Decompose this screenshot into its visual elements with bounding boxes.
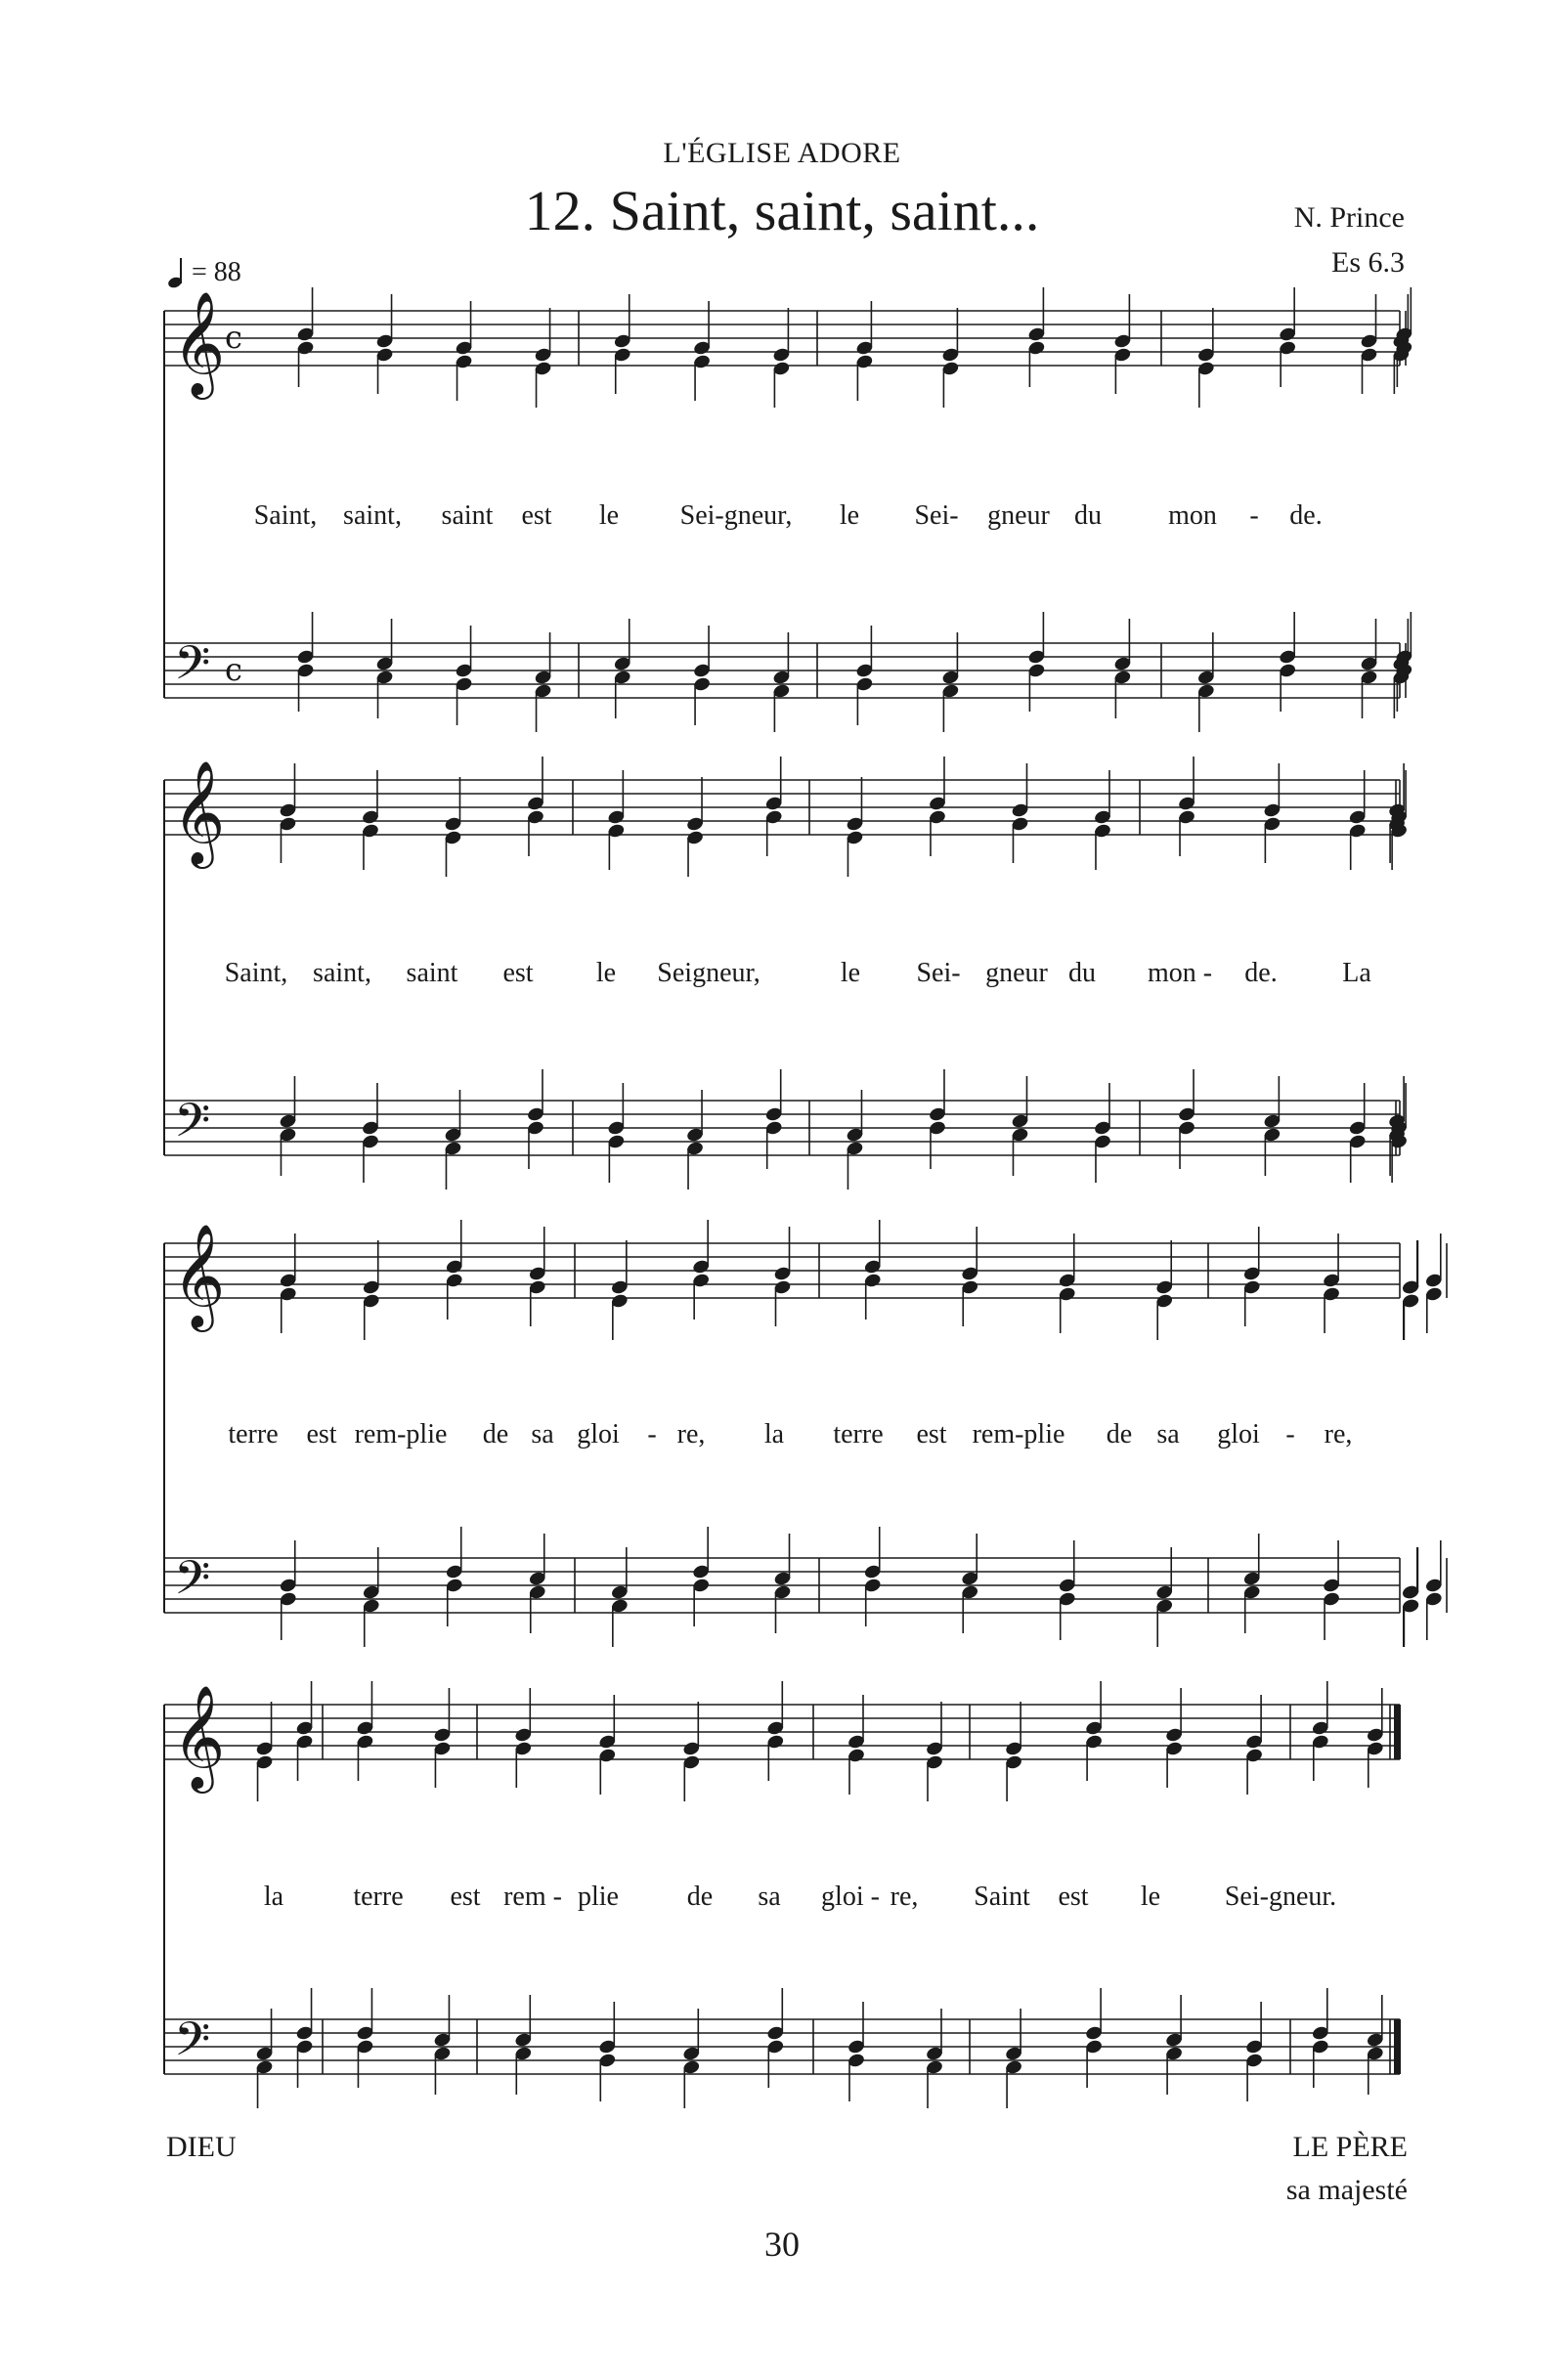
- lyric-syllable: de: [1106, 1419, 1133, 1450]
- lyric-syllable: la: [263, 1882, 284, 1912]
- lyric-syllable: terre: [353, 1882, 404, 1912]
- lyric-syllable: Saint,: [224, 958, 288, 988]
- lyric-syllable: de.: [1289, 500, 1323, 531]
- scripture-reference: Es 6.3: [1331, 246, 1405, 279]
- composer: N. Prince: [1293, 201, 1405, 234]
- bass-clef-icon: 𝄢: [174, 1550, 211, 1617]
- lyric-syllable: le: [595, 958, 617, 988]
- lyric-syllable: rem-plie: [354, 1419, 448, 1450]
- lyric-syllable: est: [450, 1882, 481, 1912]
- lyric-syllable: de: [482, 1419, 509, 1450]
- lyric-syllable: est: [916, 1419, 947, 1450]
- lyric-syllable: le: [839, 500, 860, 531]
- lyric-syllable: saint,: [343, 500, 402, 531]
- lyric-syllable: Saint,: [253, 500, 318, 531]
- hymn-title: 12. Saint, saint, saint...: [524, 179, 1040, 242]
- lyric-syllable: rem -: [503, 1882, 562, 1912]
- bass-clef-icon: 𝄢: [174, 1093, 211, 1159]
- common-time-icon: c: [225, 650, 242, 688]
- lyric-syllable: de: [686, 1882, 714, 1912]
- lyric-syllable: plie: [578, 1882, 619, 1912]
- lyric-syllable: saint,: [313, 958, 371, 988]
- footer-topic: sa majesté: [1285, 2174, 1408, 2206]
- lyric-syllable: mon: [1168, 500, 1217, 531]
- lyric-syllable: gneur: [985, 958, 1048, 988]
- lyric-syllable: sa: [531, 1419, 554, 1450]
- lyric-syllable: re,: [890, 1882, 919, 1912]
- lyric-syllable: Saint: [974, 1882, 1030, 1912]
- footer-subcategory: LE PÈRE: [1292, 2131, 1408, 2163]
- lyric-syllable: est: [502, 958, 534, 988]
- bass-clef-icon: 𝄢: [174, 635, 211, 702]
- page-number: 30: [764, 2225, 800, 2264]
- lyric-syllable: gloi: [1217, 1419, 1260, 1450]
- lyric-syllable: Seigneur,: [657, 958, 760, 988]
- lyric-syllable: rem-plie: [972, 1419, 1065, 1450]
- lyric-syllable: du: [1074, 500, 1102, 531]
- lyric-syllable: le: [598, 500, 620, 531]
- bass-clef-icon: 𝄢: [174, 2012, 211, 2078]
- lyric-syllable: terre: [228, 1419, 279, 1450]
- lyric-syllable: Sei-gneur,: [679, 500, 793, 531]
- final-barline: [1394, 1705, 1401, 1759]
- lyric-syllable: -: [1249, 500, 1259, 531]
- treble-clef-icon: 𝄞: [172, 1223, 226, 1327]
- footer-category: DIEU: [166, 2131, 237, 2163]
- lyric-syllable: est: [1058, 1882, 1089, 1912]
- lyric-syllable: mon -: [1147, 958, 1213, 988]
- lyric-syllable: re,: [676, 1419, 706, 1450]
- treble-clef-icon: 𝄞: [172, 1684, 226, 1789]
- lyric-syllable: la: [763, 1419, 785, 1450]
- lyric-syllable: terre: [833, 1419, 884, 1450]
- lyric-syllable: gloi -: [821, 1882, 880, 1912]
- tempo-value: = 88: [192, 257, 241, 287]
- lyric-syllable: -: [1285, 1419, 1295, 1450]
- lyric-syllable: Sei-: [914, 500, 959, 531]
- common-time-icon: c: [225, 318, 242, 356]
- lyric-syllable: est: [306, 1419, 337, 1450]
- final-barline: [1394, 2019, 1401, 2074]
- lyric-syllable: saint: [441, 500, 494, 531]
- lyric-syllable: de.: [1244, 958, 1278, 988]
- lyric-syllable: Sei-: [916, 958, 961, 988]
- lyric-syllable: gneur: [987, 500, 1050, 531]
- lyric-syllable: du: [1068, 958, 1096, 988]
- lyric-syllable: saint: [406, 958, 458, 988]
- treble-clef-icon: 𝄞: [172, 290, 226, 395]
- lyric-syllable: gloi: [577, 1419, 620, 1450]
- lyric-syllable: le: [1140, 1882, 1161, 1912]
- lyric-syllable: -: [647, 1419, 657, 1450]
- lyric-syllable: le: [840, 958, 861, 988]
- lyric-syllable: sa: [758, 1882, 781, 1912]
- section-heading: L'ÉGLISE ADORE: [663, 137, 901, 169]
- lyric-syllable: sa: [1156, 1419, 1180, 1450]
- lyric-syllable: La: [1342, 958, 1371, 988]
- lyric-syllable: est: [521, 500, 552, 531]
- treble-clef-icon: 𝄞: [172, 759, 226, 864]
- lyric-syllable: re,: [1324, 1419, 1353, 1450]
- lyric-syllable: Sei-gneur.: [1224, 1882, 1337, 1912]
